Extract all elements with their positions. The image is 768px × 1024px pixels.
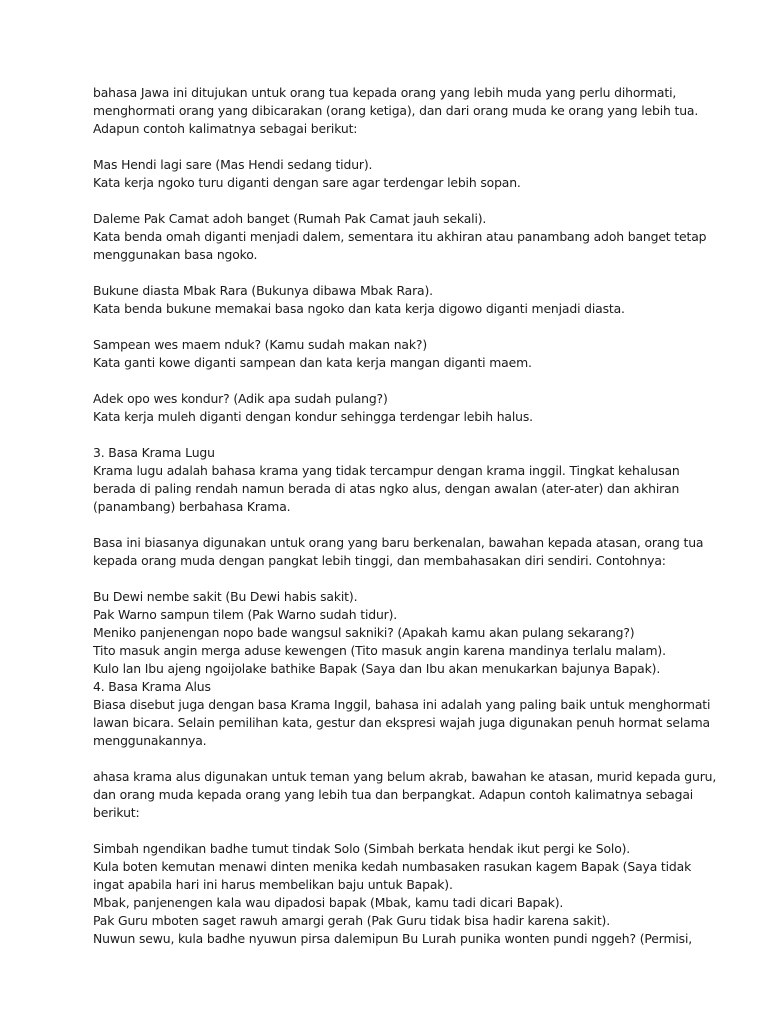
text-line: Nuwun sewu, kula badhe nyuwun pirsa dalemipun Bu Lurah punika wonten pundi nggeh? (Permisi,: [93, 931, 693, 946]
text-line: menghormati orang yang dibicarakan (orang ketiga), dan dari orang muda ke orang yang lebih tua.: [93, 103, 699, 118]
text-line: Adapun contoh kalimatnya sebagai berikut:: [93, 121, 358, 136]
text-line: menggunakan basa ngoko.: [93, 247, 258, 262]
text-line: menggunakannya.: [93, 733, 207, 748]
text-line: lawan bicara. Selain pemilihan kata, gestur dan ekspresi wajah juga digunakan penuh hormat selama: [93, 715, 710, 730]
text-line: Pak Guru mboten saget rawuh amargi gerah (Pak Guru tidak bisa hadir karena sakit).: [93, 913, 611, 928]
text-line: (panambang) berbahasa Krama.: [93, 499, 291, 514]
paragraph-example-adek: [93, 390, 683, 426]
text-line: Mbak, panjenengen kala wau dipadosi bapak (Mbak, kamu tadi dicari Bapak).: [93, 895, 564, 910]
text-line: Sampean wes maem nduk? (Kamu sudah makan nak?): [93, 337, 427, 352]
paragraph-example-rara: [93, 282, 683, 318]
text-line: Mas Hendi lagi sare (Mas Hendi sedang tidur).: [93, 157, 373, 172]
text-line: Kata benda omah diganti menjadi dalem, sementara itu akhiran atau panambang adoh banget tetap: [93, 229, 707, 244]
text-line: Pak Warno sampun tilem (Pak Warno sudah tidur).: [93, 607, 398, 622]
text-line: 3. Basa Krama Lugu: [93, 445, 215, 460]
text-line: bahasa Jawa ini ditujukan untuk orang tua kepada orang yang lebih muda yang perlu dihormati,: [93, 85, 677, 100]
text-line: Kata kerja ngoko turu diganti dengan sare agar terdengar lebih sopan.: [93, 175, 521, 190]
text-line: berada di paling rendah namun berada di atas ngko alus, dengan awalan (ater-ater) dan akhiran: [93, 481, 680, 496]
paragraph-example-sampean: [93, 336, 683, 372]
text-line: Kula boten kemutan menawi dinten menika kedah numbasaken rasukan kagem Bapak (Saya tidak: [93, 859, 692, 874]
paragraph-krama-alus-examples: [93, 840, 693, 948]
text-line: Bu Dewi nembe sakit (Bu Dewi habis sakit).: [93, 589, 358, 604]
text-line: Simbah ngendikan badhe tumut tindak Solo (Simbah berkata hendak ikut pergi ke Solo).: [93, 841, 631, 856]
text-line: Biasa disebut juga dengan basa Krama Inggil, bahasa ini adalah yang paling baik untuk menghormati: [93, 697, 711, 712]
text-line: Basa ini biasanya digunakan untuk orang yang baru berkenalan, bawahan kepada atasan, orang tua: [93, 535, 704, 550]
text-line: ingat apabila hari ini harus membelikan baju untuk Bapak).: [93, 877, 453, 892]
text-line: Bukune diasta Mbak Rara (Bukunya dibawa Mbak Rara).: [93, 283, 433, 298]
text-line: Adek opo wes kondur? (Adik apa sudah pulang?): [93, 391, 388, 406]
text-line: Kulo lan Ibu ajeng ngoijolake bathike Bapak (Saya dan Ibu akan menukarkan bajunya Bapak).: [93, 661, 661, 676]
text-line: kepada orang muda dengan pangkat lebih tinggi, dan membahasakan diri sendiri. Contohnya:: [93, 553, 666, 568]
document-body: [93, 84, 717, 948]
text-line: Kata kerja muleh diganti dengan kondur sehingga terdengar lebih halus.: [93, 409, 533, 424]
paragraph-example-hendi: [93, 156, 683, 192]
paragraph-krama-lugu-examples: [93, 588, 711, 750]
paragraph-krama-lugu-usage: [93, 534, 704, 570]
text-line: Kata ganti kowe diganti sampean dan kata kerja mangan diganti maem.: [93, 355, 532, 370]
text-line: Tito masuk angin merga aduse kewengen (Tito masuk angin karena mandinya terlalu malam).: [93, 643, 666, 658]
text-line: dan orang muda kepada orang yang lebih tua dan berpangkat. Adapun contoh kalimatnya sebagai: [93, 787, 694, 802]
text-line: Daleme Pak Camat adoh banget (Rumah Pak Camat jauh sekali).: [93, 211, 487, 226]
paragraph-example-camat: [93, 210, 707, 264]
text-line: ahasa krama alus digunakan untuk teman yang belum akrab, bawahan ke atasan, murid kepada guru,: [93, 769, 717, 784]
text-line: Meniko panjenengan nopo bade wangsul sakniki? (Apakah kamu akan pulang sekarang?): [93, 625, 635, 640]
paragraph-intro: [93, 84, 699, 138]
paragraph-krama-lugu: [93, 444, 683, 516]
text-line: Kata benda bukune memakai basa ngoko dan kata kerja digowo diganti menjadi diasta.: [93, 301, 625, 316]
text-line: 4. Basa Krama Alus: [93, 679, 211, 694]
text-line: Krama lugu adalah bahasa krama yang tidak tercampur dengan krama inggil. Tingkat kehalusan: [93, 463, 680, 478]
text-line: berikut:: [93, 805, 140, 820]
paragraph-krama-alus-usage: [93, 768, 717, 822]
